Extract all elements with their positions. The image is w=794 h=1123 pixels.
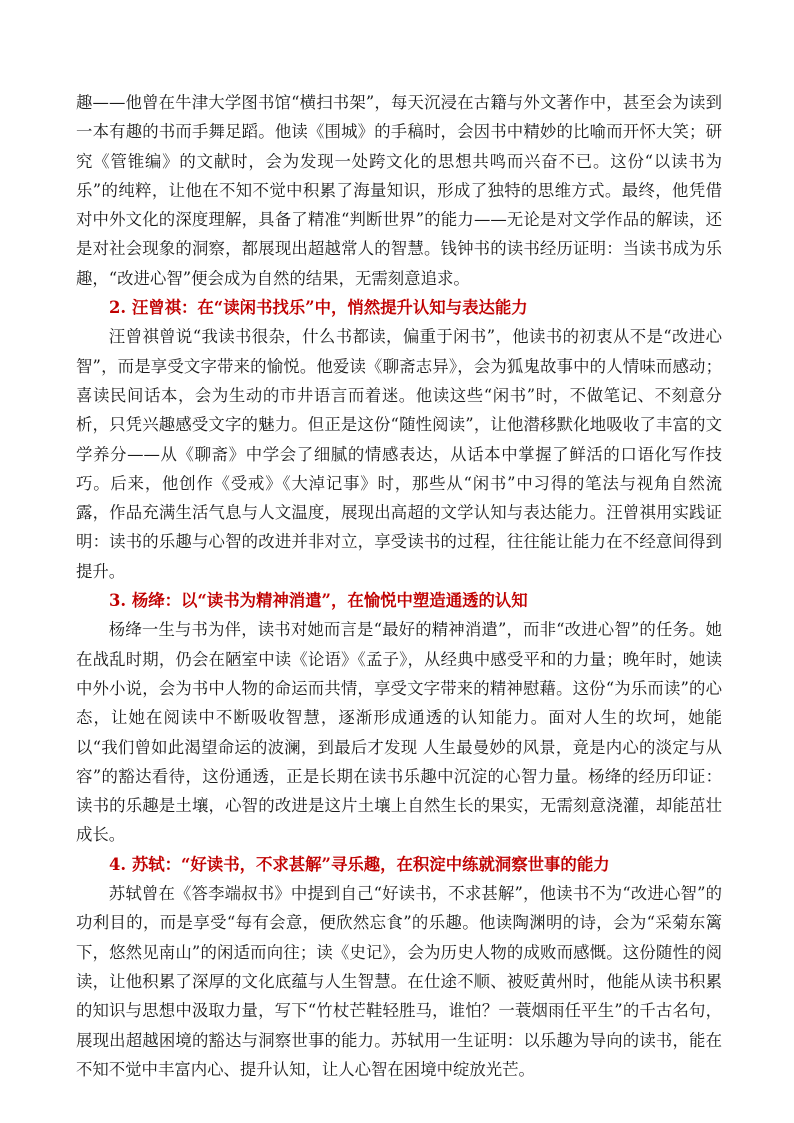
section-heading-yang-jiang: 3. 杨绛：以“读书为精神消遣”，在愉悦中塑造通透的认知	[109, 591, 528, 611]
body-paragraph-yang-jiang: 杨绛一生与书为伴，读书对她而言是“最好的精神消遣”，而非“改进心智”的任务。她在战乱时期，仍会在陋室中读《论语》《孟子》，从经典中感受平和的力量；晚年时，她读中外小说，会为书中人物的命运而共情，享受文字带来的精神慰藉。这份“为乐而读”的心态，让她在阅读中不断吸收智慧，逐渐形成通透的认知能力。面对人生的坎坷，她能以“我们曾如此渴望命运的波澜，到最后才发现 人生最曼妙的风景，竟是内心的淡定与从容”的豁达看待，这份通透，正是长期在读书乐趣中沉淀的心智力量。杨绛的经历印证：读书的乐趣是土壤，心智的改进是这片土壤上自然生长的果实，无需刻意浇灌，却能茁壮成长。	[76, 620, 722, 845]
section-heading-wang-zengqi: 2. 汪曾祺：在“读闲书找乐”中，悄然提升认知与表达能力	[109, 298, 528, 318]
section-heading-su-shi: 4. 苏轼：“好读书，不求甚解”寻乐趣，在积淀中练就洞察世事的能力	[109, 854, 610, 874]
body-paragraph-qian-zhongshu: 趣——他曾在牛津大学图书馆“横扫书架”，每天沉浸在古籍与外文著作中，甚至会为读到一本有趣的书而手舞足蹈。他读《围城》的手稿时，会因书中精妙的比喻而开怀大笑；研究《管锥编》的文献时，会为发现一处跨文化的思想共鸣而兴奋不已。这份“以读书为乐”的纯粹，让他在不知不觉中积累了海量知识，形成了独特的思维方式。最终，他凭借对中外文化的深度理解，具备了精准“判断世界”的能力——无论是对文学作品的解读，还是对社会现象的洞察，都展现出超越常人的智慧。钱钟书的读书经历证明：当读书成为乐趣，“改进心智”便会成为自然的结果，无需刻意追求。	[76, 93, 722, 288]
body-paragraph-wang-zengqi: 汪曾祺曾说“我读书很杂，什么书都读，偏重于闲书”，他读书的初衷从不是“改进心智”，而是享受文字带来的愉悦。他爱读《聊斋志异》，会为狐鬼故事中的人情味而感动；喜读民间话本，会为生动的市井语言而着迷。他读这些“闲书”时，不做笔记、不刻意分析，只凭兴趣感受文字的魅力。但正是这份“随性阅读”，让他潜移默化地吸收了丰富的文学养分——从《聊斋》中学会了细腻的情感表达，从话本中掌握了鲜活的口语化写作技巧。后来，他创作《受戒》《大淖记事》时，那些从“闲书”中习得的笔法与视角自然流露，作品充满生活气息与人文温度，展现出高超的文学认知与表达能力。汪曾祺用实践证明：读书的乐趣与心智的改进并非对立，享受读书的过程，往往能让能力在不经意间得到提升。	[76, 327, 722, 581]
body-paragraph-su-shi: 苏轼曾在《答李端叔书》中提到自己“好读书，不求甚解”，他读书不为“改进心智”的功利目的，而是享受“每有会意，便欣然忘食”的乐趣。他读陶渊明的诗，会为“采菊东篱下，悠然见南山”的闲适而向往；读《史记》，会为历史人物的成败而感慨。这份随性的阅读，让他积累了深厚的文化底蕴与人生智慧。在仕途不顺、被贬黄州时，他能从读书积累的知识与思想中汲取力量，写下“竹杖芒鞋轻胜马，谁怕？一蓑烟雨任平生”的千古名句，展现出超越困境的豁达与洞察世事的能力。苏轼用一生证明：以乐趣为导向的读书，能在不知不觉中丰富内心、提升认知，让人心智在困境中绽放光芒。	[76, 884, 722, 1079]
document-page	[76, 88, 722, 1084]
